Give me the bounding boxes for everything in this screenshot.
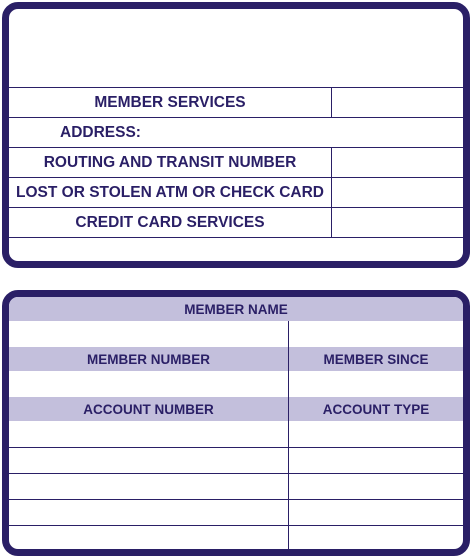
account-number-field[interactable] [9,421,288,447]
row-divider [9,473,463,474]
card-back [2,290,470,556]
row-divider [9,237,463,238]
routing-number-value-field[interactable] [332,148,462,177]
member-name-label: MEMBER NAME [184,302,288,317]
credit-card-services-label: CREDIT CARD SERVICES [75,214,265,231]
account-number-label: ACCOUNT NUMBER [83,402,214,417]
member-number-label: MEMBER NUMBER [87,352,210,367]
row-divider [9,499,463,500]
member-services-value-field[interactable] [332,88,462,117]
credit-card-services-value-field[interactable] [332,208,462,237]
member-services-label: MEMBER SERVICES [94,94,246,111]
card-front [2,2,470,268]
lost-card-value-field[interactable] [332,178,462,207]
member-name-field[interactable] [9,321,463,347]
member-since-field[interactable] [289,371,463,397]
row-divider [9,447,463,448]
account-type-field[interactable] [289,421,463,447]
address-label: ADDRESS: [60,124,141,141]
address-value-field[interactable] [149,118,462,147]
row-divider [9,525,463,526]
member-number-field[interactable] [9,371,288,397]
lost-stolen-card-label: LOST OR STOLEN ATM OR CHECK CARD [16,184,324,201]
member-since-label: MEMBER SINCE [323,352,429,367]
account-type-label: ACCOUNT TYPE [322,402,430,417]
routing-transit-label: ROUTING AND TRANSIT NUMBER [43,154,297,171]
